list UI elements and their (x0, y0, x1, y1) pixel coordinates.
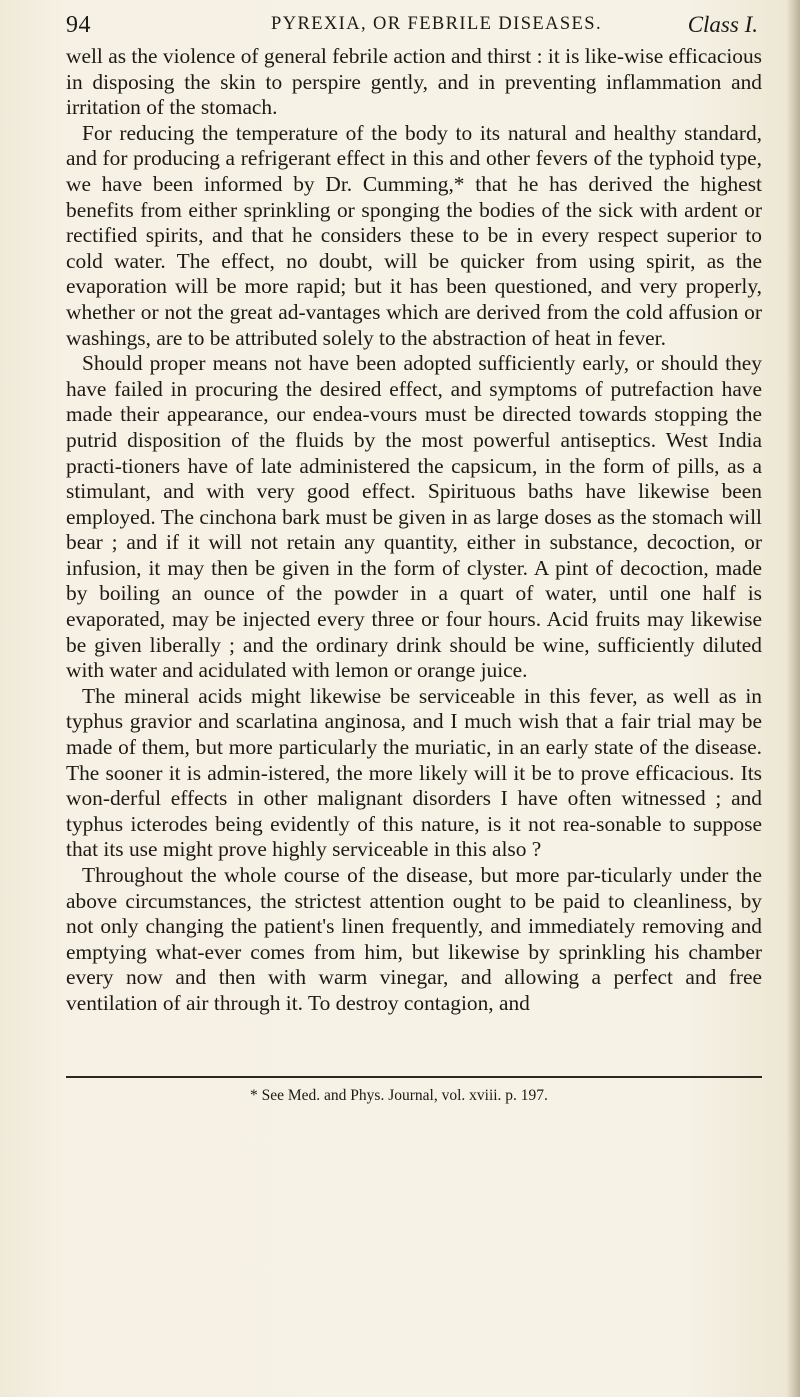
class-label: Class I. (687, 12, 758, 37)
paragraph-2: For reducing the temperature of the body to its natural and healthy standard, and for producing a refrigerant effect in this and other fevers of the typhoid type, we have been informed by Dr. Cumming,* that he has derived the highest benefits from either sprinkling or sponging the bodies of the sick with ardent or rectified spirits, and that he considers these to be in every respect superior to cold water. The effect, no doubt, will be quicker from using spirit, as the evaporation will be more rapid; but it has been questioned, and very properly, whether or not the great ad-vantages which are derived from the cold affusion or washings, are to be attributed solely to the abstraction of heat in fever. (66, 120, 762, 350)
page-edge-shadow (786, 0, 800, 1397)
paragraph-5: Throughout the whole course of the disease, but more par-ticularly under the above circumstances, the strictest attention ought to be paid to cleanliness, by not only changing the patient's linen frequently, and immediately removing and emptying what-ever comes from him, but likewise by sprinkling his chamber every now and then with warm vinegar, and allowing a perfect and free ventilation of air through it. To destroy contagion, and (66, 863, 762, 1015)
body-text (66, 44, 762, 1017)
paragraph-4: The mineral acids might likewise be serviceable in this fever, as well as in typhus gravior and scarlatina anginosa, and I much wish that a fair trial may be made of them, but more particularly the muriatic, in an early state of the disease. The sooner it is admin-istered, the more likely will it be to prove efficacious. Its won-derful effects in other malignant disorders I have often witnessed ; and typhus icterodes being evidently of this nature, is it not rea-sonable to suppose that its use might prove highly serviceable in this also ? (66, 683, 762, 862)
footnote-rule (66, 1076, 762, 1078)
paragraph-3: Should proper means not have been adopted sufficiently early, or should they have failed in procuring the desired effect, and symptoms of putrefaction have made their appearance, our endea-vours must be directed towards stopping the putrid disposition of the fluids by the most powerful antiseptics. West India practi-tioners have of late administered the capsicum, in the form of pills, as a stimulant, and with very good effect. Spirituous baths have likewise been employed. The cinchona bark must be given in as large doses as the stomach will bear ; and if it will not retain any quantity, either in substance, decoction, or infusion, it may then be given in the form of clyster. A pint of decoction, made by boiling an ounce of the powder in a quart of water, until one half is evaporated, may be injected every three or four hours. Acid fruits may likewise be given liberally ; and the ordinary drink should be wine, sufficiently diluted with water and acidulated with lemon or orange juice. (66, 351, 762, 683)
footnote: * See Med. and Phys. Journal, vol. xviii. p. 197. (250, 1087, 548, 1104)
running-header (66, 8, 766, 40)
running-title: PYREXIA, OR FEBRILE DISEASES. (271, 14, 602, 34)
paragraph-1: well as the violence of general febrile action and thirst : it is like-wise efficacious in disposing the skin to perspire gently, and in preventing inflammation and irritation of the stomach. (66, 44, 762, 120)
page-number: 94 (66, 12, 91, 38)
